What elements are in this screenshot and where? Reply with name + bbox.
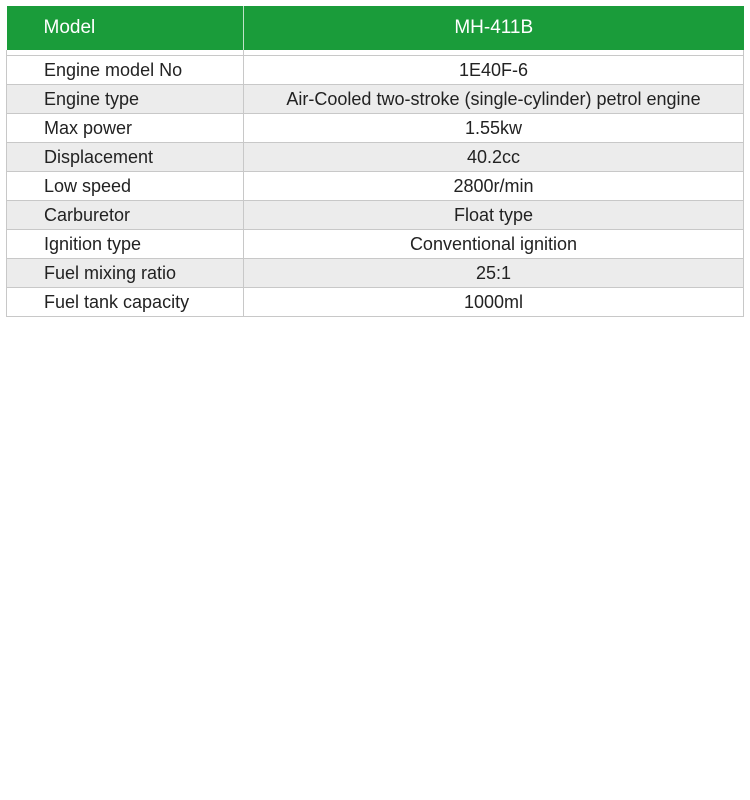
table-row-max-power bbox=[7, 114, 744, 143]
row-label: Carburetor bbox=[7, 201, 244, 230]
table-row-carburetor bbox=[7, 201, 744, 230]
row-label: Fuel tank capacity bbox=[7, 288, 244, 317]
table-row-ignition-type bbox=[7, 230, 744, 259]
row-label: Max power bbox=[7, 114, 244, 143]
row-value: Float type bbox=[244, 201, 744, 230]
table-header-row bbox=[7, 6, 744, 50]
row-value: 1E40F-6 bbox=[244, 56, 744, 85]
row-value: Air-Cooled two-stroke (single-cylinder) petrol engine bbox=[244, 85, 744, 114]
row-value: 25:1 bbox=[244, 259, 744, 288]
row-label: Low speed bbox=[7, 172, 244, 201]
row-label: Displacement bbox=[7, 143, 244, 172]
table-row-engine-type bbox=[7, 85, 744, 114]
table-row-fuel-mixing-ratio bbox=[7, 259, 744, 288]
table-row-fuel-tank-capacity bbox=[7, 288, 744, 317]
row-label: Engine model No bbox=[7, 56, 244, 85]
row-value: 2800r/min bbox=[244, 172, 744, 201]
header-value-model-number: MH-411B bbox=[244, 6, 744, 50]
row-label: Fuel mixing ratio bbox=[7, 259, 244, 288]
table-row-displacement bbox=[7, 143, 744, 172]
row-value: Conventional ignition bbox=[244, 230, 744, 259]
row-label: Engine type bbox=[7, 85, 244, 114]
header-label-model: Model bbox=[7, 6, 244, 50]
row-value: 1000ml bbox=[244, 288, 744, 317]
row-value: 1.55kw bbox=[244, 114, 744, 143]
row-label: Ignition type bbox=[7, 230, 244, 259]
spec-table bbox=[6, 6, 744, 317]
table-row-low-speed bbox=[7, 172, 744, 201]
row-value: 40.2cc bbox=[244, 143, 744, 172]
table-row-engine-model-no bbox=[7, 56, 744, 85]
